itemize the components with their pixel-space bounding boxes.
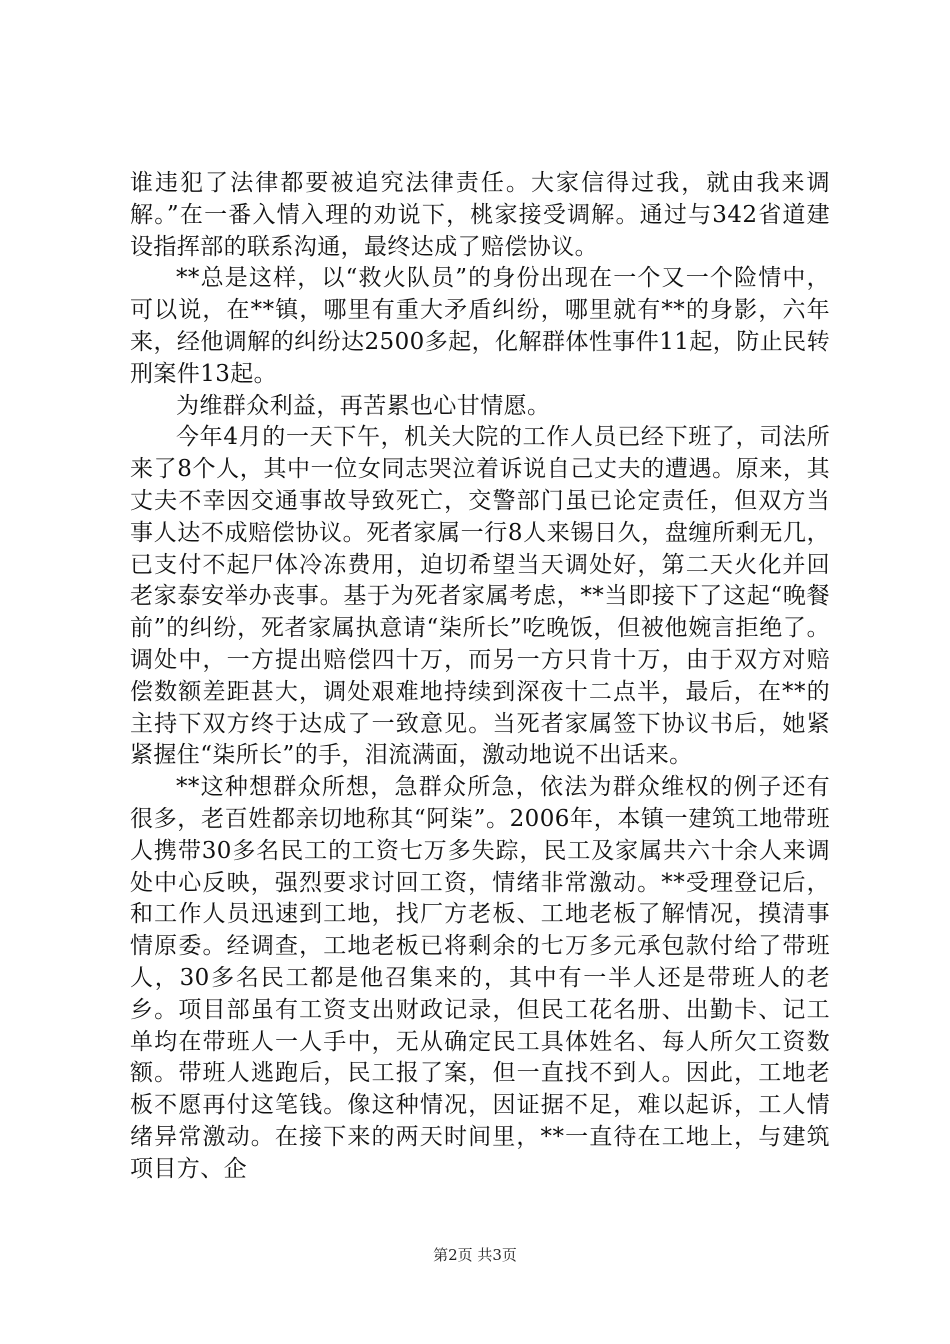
paragraph-4: 今年4月的一天下午，机关大院的工作人员已经下班了，司法所来了8个人，其中一位女同志哭泣着诉说自己丈夫的遭遇。原来，其丈夫不幸因交通事故导致死亡，交警部门虽已论定责任，但双方当事人达不成赔偿协议。死者家属一行8人来锡日久，盘缠所剩无几，已支付不起尸体冷冻费用，迫切希望当天调处好，第二天火化并回老家泰安举办丧事。基于为死者家属考虑，**当即接下了这起“晚餐前”的纠纷，死者家属执意请“柒所长”吃晚饭，但被他婉言拒绝了。调处中，一方提出赔偿四十万，而另一方只肯十万，由于双方对赔偿数额差距甚大，调处艰难地持续到深夜十二点半，最后，在**的主持下双方终于达成了一致意见。当死者家属签下协议书后，她紧紧握住“柒所长”的手，泪流满面，激动地说不出话来。 [130,424,830,769]
page-footer: 第2页 共3页 [433,1246,517,1264]
paragraph-5: **这种想群众所想，急群众所急，依法为群众维权的例子还有很多，老百姓都亲切地称其“阿柒”。2006年，本镇一建筑工地带班人携带30多名民工的工资七万多失踪，民工及家属共六十余人来调处中心反映，强烈要求讨回工资，情绪非常激动。**受理登记后，和工作人员迅速到工地，找厂方老板、工地老板了解情况，摸清事情原委。经调查，工地老板已将剩余的七万多元承包款付给了带班人，30多名民工都是他召集来的，其中有一半人还是带班人的老乡。项目部虽有工资支出财政记录，但民工花名册、出勤卡、记工单均在带班人一人手中，无从确定民工具体姓名、每人所欠工资数额。带班人逃跑后，民工报了案，但一直找不到人。因此，工地老板不愿再付这笔钱。像这种情况，因证据不足，难以起诉，工人情绪异常激动。在接下来的两天时间里，**一直待在工地上，与建筑项目方、企 [130,774,830,1182]
paragraph-2: **总是这样，以“救火队员”的身份出现在一个又一个险情中，可以说，在**镇，哪里有重大矛盾纠纷，哪里就有**的身影，六年来，经他调解的纠纷达2500多起，化解群体性事件11起，防止民转刑案件13起。 [130,265,830,387]
paragraph-3: 为维群众利益，再苦累也心甘情愿。 [176,392,551,419]
document-body [130,168,830,1186]
paragraph-1: 谁违犯了法律都要被追究法律责任。大家信得过我，就由我来调解。”在一番入情入理的劝说下，桃家接受调解。通过与342省道建设指挥部的联系沟通，最终达成了赔偿协议。 [130,170,830,260]
